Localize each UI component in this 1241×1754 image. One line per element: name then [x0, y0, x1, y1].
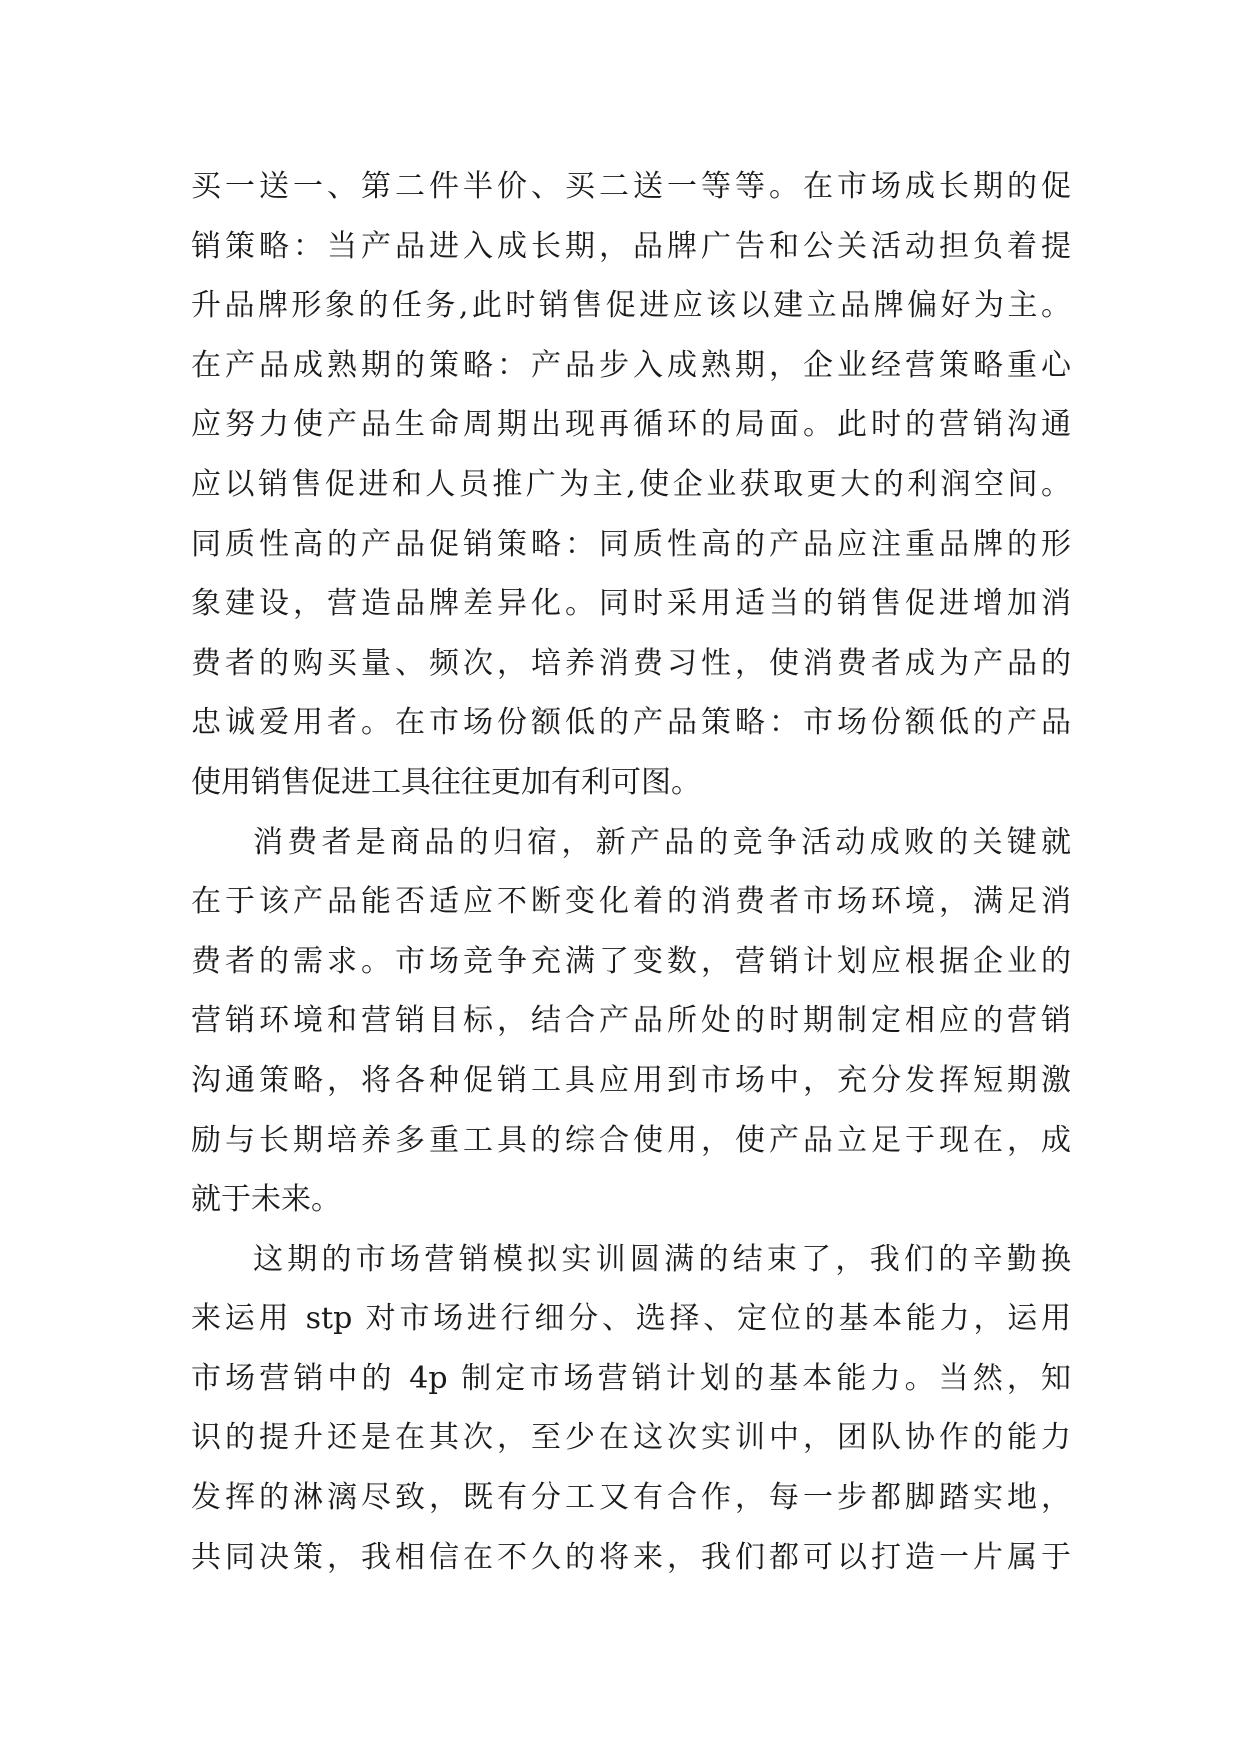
text-line-16: 沟通策略，将各种促销工具应用到市场中，充分发挥短期激: [191, 1062, 1071, 1098]
text-line-23: 发挥的淋漓尽致，既有分工又有合作，每一步都脚踏实地，: [191, 1480, 1071, 1516]
text-line-21: 市场营销中的 4p 制定市场营销计划的基本能力。当然，知: [191, 1360, 1071, 1396]
text-line-11: 使用销售促进工具往往更加有利可图。: [191, 764, 701, 800]
text-line-10: 忠诚爱用者。在市场份额低的产品策略：市场份额低的产品: [191, 705, 1071, 741]
text-line-7: 同质性高的产品促销策略：同质性高的产品应注重品牌的形: [191, 526, 1071, 562]
text-line-8: 象建设，营造品牌差异化。同时采用适当的销售促进增加消: [191, 586, 1071, 622]
text-line-3: 升品牌形象的任务,此时销售促进应该以建立品牌偏好为主。: [191, 288, 1071, 324]
body-text: [191, 157, 1071, 1587]
text-line-18: 就于未来。: [191, 1182, 341, 1218]
text-line-17: 励与长期培养多重工具的综合使用，使产品立足于现在，成: [191, 1122, 1071, 1158]
text-line-12: 消费者是商品的归宿，新产品的竞争活动成败的关键就: [253, 824, 1071, 860]
text-line-15: 营销环境和营销目标，结合产品所处的时期制定相应的营销: [191, 1003, 1071, 1039]
text-line-20: 来运用 stp 对市场进行细分、选择、定位的基本能力，运用: [191, 1301, 1071, 1337]
text-line-6: 应以销售促进和人员推广为主,使企业获取更大的利润空间。: [191, 466, 1071, 502]
text-line-2: 销策略：当产品进入成长期，品牌广告和公关活动担负着提: [191, 228, 1071, 264]
text-line-13: 在于该产品能否适应不断变化着的消费者市场环境，满足消: [191, 884, 1071, 920]
text-line-9: 费者的购买量、频次，培养消费习性，使消费者成为产品的: [191, 645, 1071, 681]
text-line-4: 在产品成熟期的策略：产品步入成熟期，企业经营策略重心: [191, 347, 1071, 383]
text-line-19: 这期的市场营销模拟实训圆满的结束了，我们的辛勤换: [253, 1241, 1071, 1277]
text-line-22: 识的提升还是在其次，至少在这次实训中，团队协作的能力: [191, 1420, 1071, 1456]
text-line-24: 共同决策，我相信在不久的将来，我们都可以打造一片属于: [191, 1539, 1071, 1575]
text-line-1: 买一送一、第二件半价、买二送一等等。在市场成长期的促: [191, 169, 1071, 204]
text-line-14: 费者的需求。市场竞争充满了变数，营销计划应根据企业的: [191, 943, 1071, 979]
text-line-5: 应努力使产品生命周期出现再循环的局面。此时的营销沟通: [191, 407, 1071, 443]
